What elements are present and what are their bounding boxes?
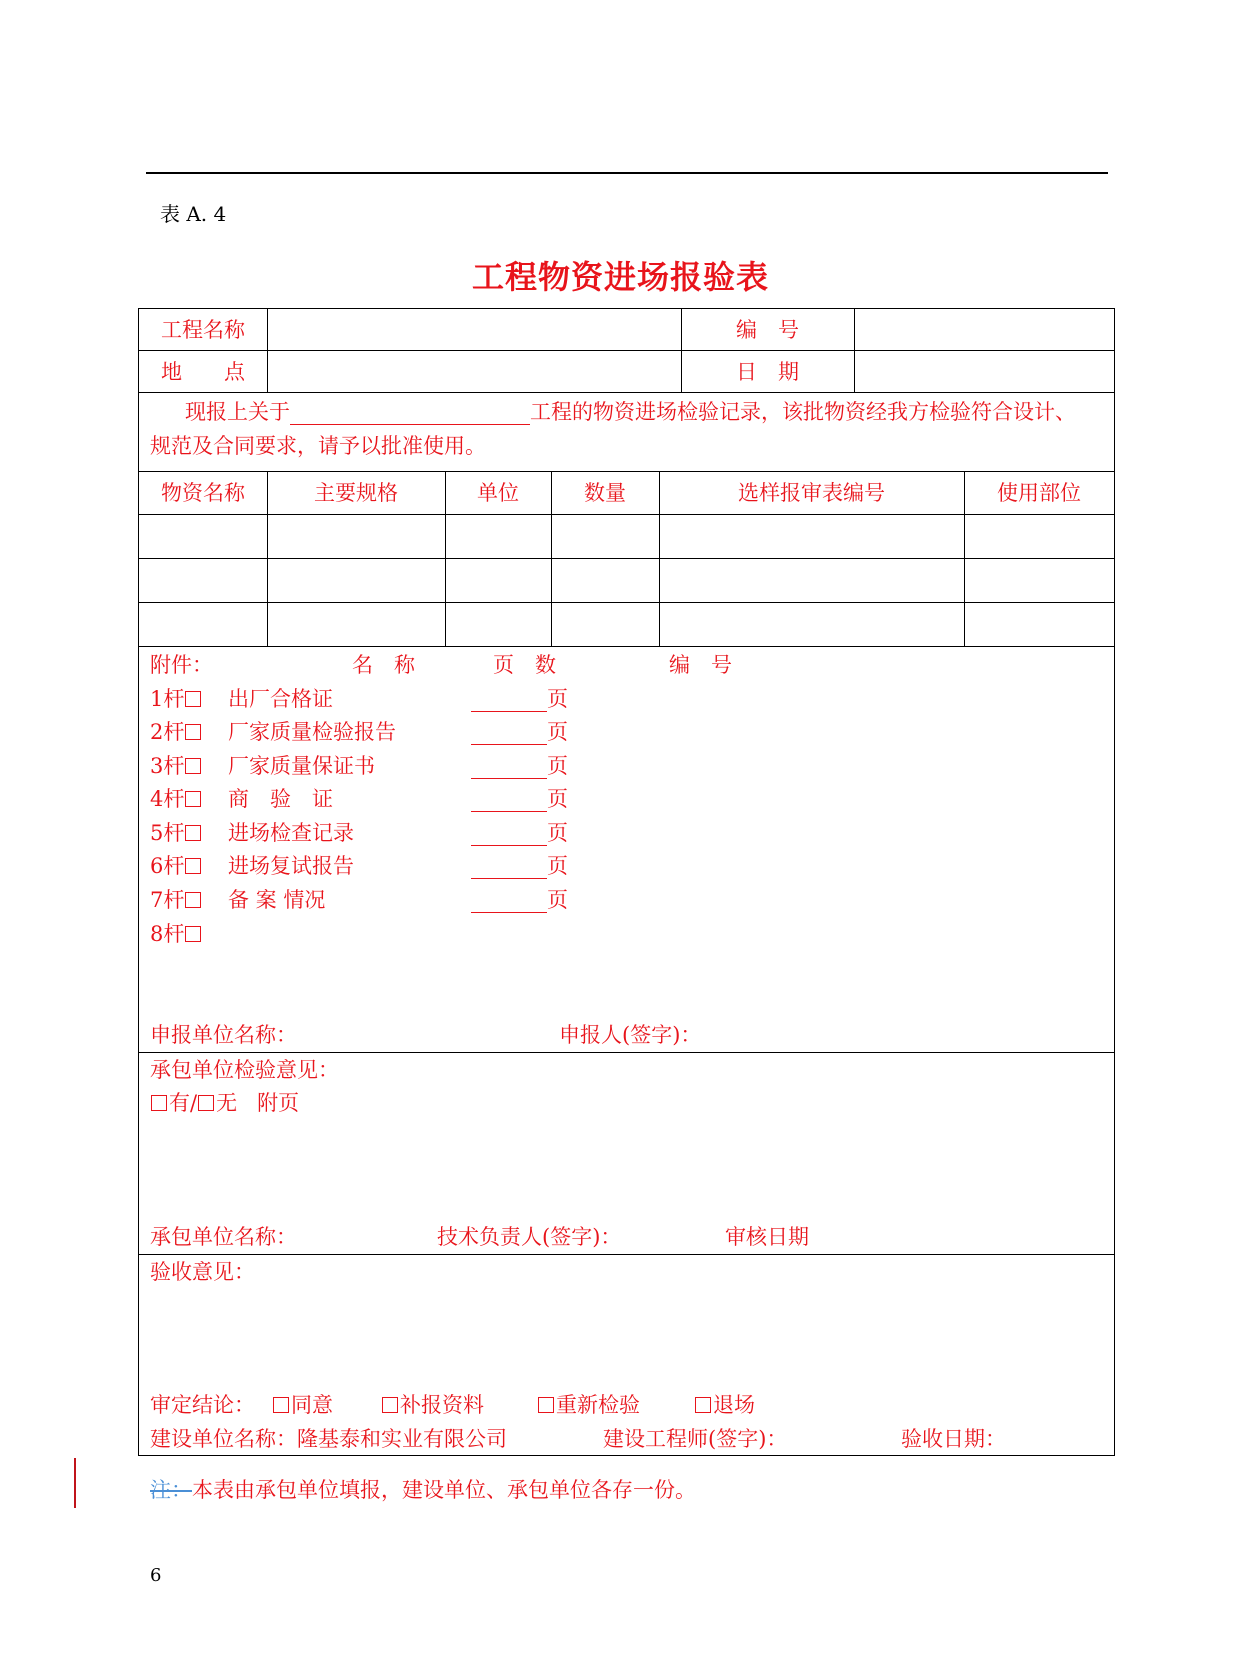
revision-bar — [74, 1458, 76, 1508]
supplement-checkbox[interactable] — [382, 1397, 398, 1413]
attachment-checkbox[interactable] — [185, 926, 201, 942]
contractor-unit-label: 承包单位名称： — [150, 1225, 297, 1249]
option-supplement: 补报资料 — [381, 1392, 484, 1418]
attachment-checkbox[interactable] — [185, 758, 201, 774]
col-header-usage-location: 使用部位 — [997, 481, 1081, 505]
col-header-material-name: 物资名称 — [161, 481, 245, 505]
engineer-signature-label: 建设工程师(签字)： — [603, 1427, 788, 1451]
row-line — [139, 558, 1114, 559]
table-id: 表 A. 4 — [160, 202, 227, 226]
option-reinspect: 重新检验 — [537, 1392, 640, 1418]
row-line — [139, 602, 1114, 603]
col-header-spec: 主要规格 — [314, 481, 398, 505]
row-line — [139, 1254, 1114, 1255]
attachment-pages: 页 — [471, 753, 568, 779]
has-checkbox[interactable] — [151, 1095, 167, 1111]
col-line — [267, 309, 268, 392]
attachments-col-name: 名 称 — [352, 653, 415, 677]
attachment-item: 5杆 — [150, 820, 203, 846]
attachment-checkbox[interactable] — [185, 892, 201, 908]
row-line — [139, 471, 1114, 472]
attachment-checkbox[interactable] — [185, 691, 201, 707]
acceptance-opinion-label: 验收意见： — [150, 1260, 255, 1284]
attachment-item: 1杆 — [150, 686, 203, 712]
row-line — [139, 514, 1114, 515]
attachment-pages: 页 — [471, 686, 568, 712]
applicant-signature-label: 申报人(签字)： — [559, 1023, 702, 1047]
number-label: 编 号 — [736, 318, 799, 342]
attachment-item: 8杆 — [150, 921, 203, 947]
reinspect-checkbox[interactable] — [538, 1397, 554, 1413]
option-agree: 同意 — [272, 1392, 333, 1418]
form-grid — [138, 308, 1115, 1456]
form-title: 工程物资进场报验表 — [471, 258, 769, 296]
attachment-name: 出厂合格证 — [228, 687, 333, 711]
date-label: 日 期 — [736, 360, 799, 384]
attachment-checkbox[interactable] — [185, 724, 201, 740]
header-rule — [146, 172, 1108, 174]
attachment-item: 3杆 — [150, 753, 203, 779]
attachment-name: 备 案 情况 — [228, 888, 326, 912]
none-checkbox[interactable] — [198, 1095, 214, 1111]
attachment-pages: 页 — [471, 719, 568, 745]
attachment-name: 厂家质量检验报告 — [228, 720, 396, 744]
row-line — [139, 1052, 1114, 1053]
owner-unit-label: 建设单位名称：隆基泰和实业有限公司 — [150, 1427, 507, 1451]
project-blank[interactable] — [290, 402, 530, 425]
attachment-item: 2杆 — [150, 719, 203, 745]
attachment-pages: 页 — [471, 887, 568, 913]
attachment-pages: 页 — [471, 853, 568, 879]
attachment-checkbox[interactable] — [185, 791, 201, 807]
applicant-unit-label: 申报单位名称： — [150, 1023, 297, 1047]
attachment-item: 7杆 — [150, 887, 203, 913]
attachment-name: 商 验 证 — [228, 787, 333, 811]
report-line-1: 现报上关于 工程的物资进场检验记录，该批物资经我方检验符合设计、 — [185, 400, 1076, 424]
row-line — [139, 646, 1114, 647]
pages-blank[interactable] — [471, 856, 547, 879]
attachment-name: 厂家质量保证书 — [228, 754, 375, 778]
review-date-label: 审核日期 — [725, 1225, 809, 1249]
attachments-label: 附件： — [150, 653, 213, 677]
col-header-sample-form-no: 选样报审表编号 — [738, 481, 885, 505]
location-label: 地 点 — [161, 360, 245, 384]
col-header-unit: 单位 — [477, 481, 519, 505]
acceptance-date-label: 验收日期： — [901, 1427, 1006, 1451]
report-line-2: 规范及合同要求，请予以批准使用。 — [150, 434, 486, 458]
row-line — [139, 392, 1114, 393]
row-line — [139, 350, 1114, 351]
attachment-pages: 页 — [471, 786, 568, 812]
pages-blank[interactable] — [471, 789, 547, 812]
option-exit: 退场 — [694, 1392, 755, 1418]
attachment-item: 6杆 — [150, 853, 203, 879]
pages-blank[interactable] — [471, 689, 547, 712]
tech-signature-label: 技术负责人(签字)： — [437, 1225, 622, 1249]
project-name-label: 工程名称 — [161, 318, 245, 342]
col-header-quantity: 数量 — [584, 481, 626, 505]
col-line — [854, 309, 855, 392]
conclusion-label: 审定结论： — [150, 1393, 255, 1417]
attachment-name: 进场检查记录 — [228, 821, 354, 845]
pages-blank[interactable] — [471, 823, 547, 846]
footer-note: 注：本表由承包单位填报，建设单位、承包单位各存一份。 — [150, 1478, 696, 1502]
exit-checkbox[interactable] — [695, 1397, 711, 1413]
agree-checkbox[interactable] — [273, 1397, 289, 1413]
page-number: 6 — [150, 1565, 162, 1586]
attachment-checkbox[interactable] — [185, 858, 201, 874]
pages-blank[interactable] — [471, 722, 547, 745]
attachment-item: 4杆 — [150, 786, 203, 812]
pages-blank[interactable] — [471, 756, 547, 779]
attachments-col-number: 编 号 — [669, 653, 732, 677]
contractor-opinion-label: 承包单位检验意见： — [150, 1058, 339, 1082]
attachment-checkbox[interactable] — [185, 825, 201, 841]
attachment-page-choice: 有/ 无 附页 — [150, 1090, 299, 1116]
pages-blank[interactable] — [471, 890, 547, 913]
attachment-pages: 页 — [471, 820, 568, 846]
attachment-name: 进场复试报告 — [228, 854, 354, 878]
attachments-col-pages: 页 数 — [493, 653, 556, 677]
